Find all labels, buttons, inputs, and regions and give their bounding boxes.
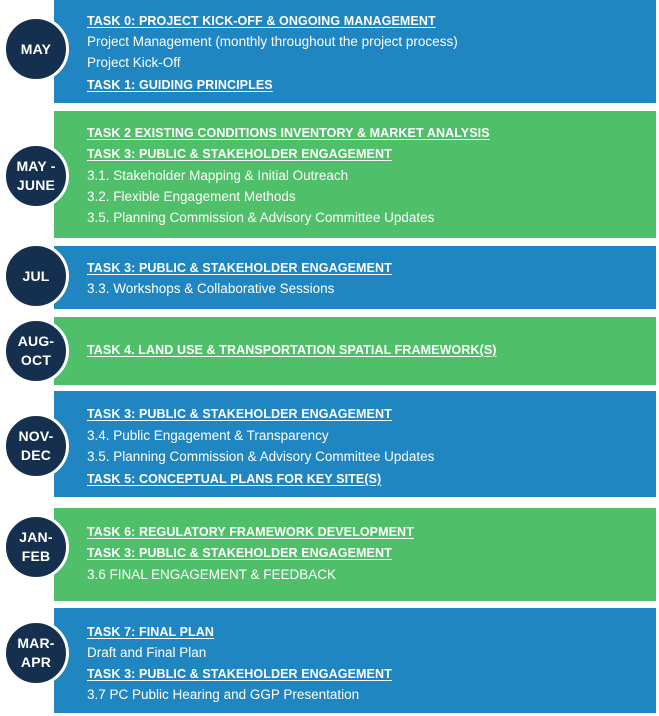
task-heading: TASK 3: PUBLIC & STAKEHOLDER ENGAGEMENT	[87, 667, 392, 681]
period-label: AUG-OCT	[17, 333, 55, 368]
task-heading: TASK 4. LAND USE & TRANSPORTATION SPATIAL FRAMEWORK(S)	[87, 343, 497, 357]
period-label: MAY - JUNE	[16, 158, 56, 193]
task-item: 3.2. Flexible Engagement Methods	[87, 189, 296, 204]
period-badge	[3, 413, 69, 479]
timeline-band	[54, 111, 656, 238]
period-badge	[3, 243, 69, 309]
timeline-row	[0, 608, 659, 713]
task-heading: TASK 3: PUBLIC & STAKEHOLDER ENGAGEMENT	[87, 407, 392, 421]
task-heading: TASK 2 EXISTING CONDITIONS INVENTORY & MARKET ANALYSIS	[87, 126, 490, 140]
task-item: 3.5. Planning Commission & Advisory Committee Updates	[87, 210, 435, 225]
period-badge	[3, 16, 69, 82]
timeline-row	[0, 0, 659, 103]
timeline-row	[0, 246, 659, 309]
timeline-row	[0, 111, 659, 238]
period-badge	[3, 318, 69, 384]
task-heading: TASK 7: FINAL PLAN	[87, 625, 215, 639]
task-item: Draft and Final Plan	[87, 645, 207, 660]
task-heading: TASK 1: GUIDING PRINCIPLES	[87, 78, 273, 92]
timeline-band	[54, 391, 656, 497]
task-item: Project Management (monthly throughout the project process)	[87, 34, 458, 49]
task-item: Project Kick-Off	[87, 55, 181, 70]
timeline-band	[54, 0, 656, 103]
timeline-row	[0, 391, 659, 497]
timeline-band	[54, 246, 656, 309]
period-label: MAY	[20, 40, 52, 57]
timeline-band	[54, 317, 656, 385]
period-label: MAR-APR	[17, 635, 55, 670]
period-badge	[3, 514, 69, 580]
task-item: 3.3. Workshops & Collaborative Sessions	[87, 281, 335, 296]
task-item: 3.1. Stakeholder Mapping & Initial Outreach	[87, 168, 349, 183]
task-heading: TASK 5: CONCEPTUAL PLANS FOR KEY SITE(S)	[87, 472, 382, 486]
period-label: JUL	[22, 267, 50, 284]
task-item: 3.4. Public Engagement & Transparency	[87, 428, 329, 443]
task-heading: TASK 0: PROJECT KICK-OFF & ONGOING MANAGEMENT	[87, 14, 436, 28]
timeline-band	[54, 508, 656, 601]
timeline-row	[0, 317, 659, 385]
timeline-row	[0, 508, 659, 601]
period-badge	[3, 143, 69, 209]
task-item: 3.7 PC Public Hearing and GGP Presentation	[87, 687, 360, 702]
period-label: NOV-DEC	[18, 428, 54, 463]
task-heading: TASK 3: PUBLIC & STAKEHOLDER ENGAGEMENT	[87, 147, 392, 161]
task-item: 3.6 FINAL ENGAGEMENT & FEEDBACK	[87, 567, 337, 582]
period-label: JAN-FEB	[19, 529, 53, 564]
task-item: 3.5. Planning Commission & Advisory Committee Updates	[87, 449, 435, 464]
timeline-band	[54, 608, 656, 713]
task-heading: TASK 6: REGULATORY FRAMEWORK DEVELOPMENT	[87, 525, 414, 539]
task-heading: TASK 3: PUBLIC & STAKEHOLDER ENGAGEMENT	[87, 261, 392, 275]
period-badge	[3, 620, 69, 686]
task-heading: TASK 3: PUBLIC & STAKEHOLDER ENGAGEMENT	[87, 546, 392, 560]
